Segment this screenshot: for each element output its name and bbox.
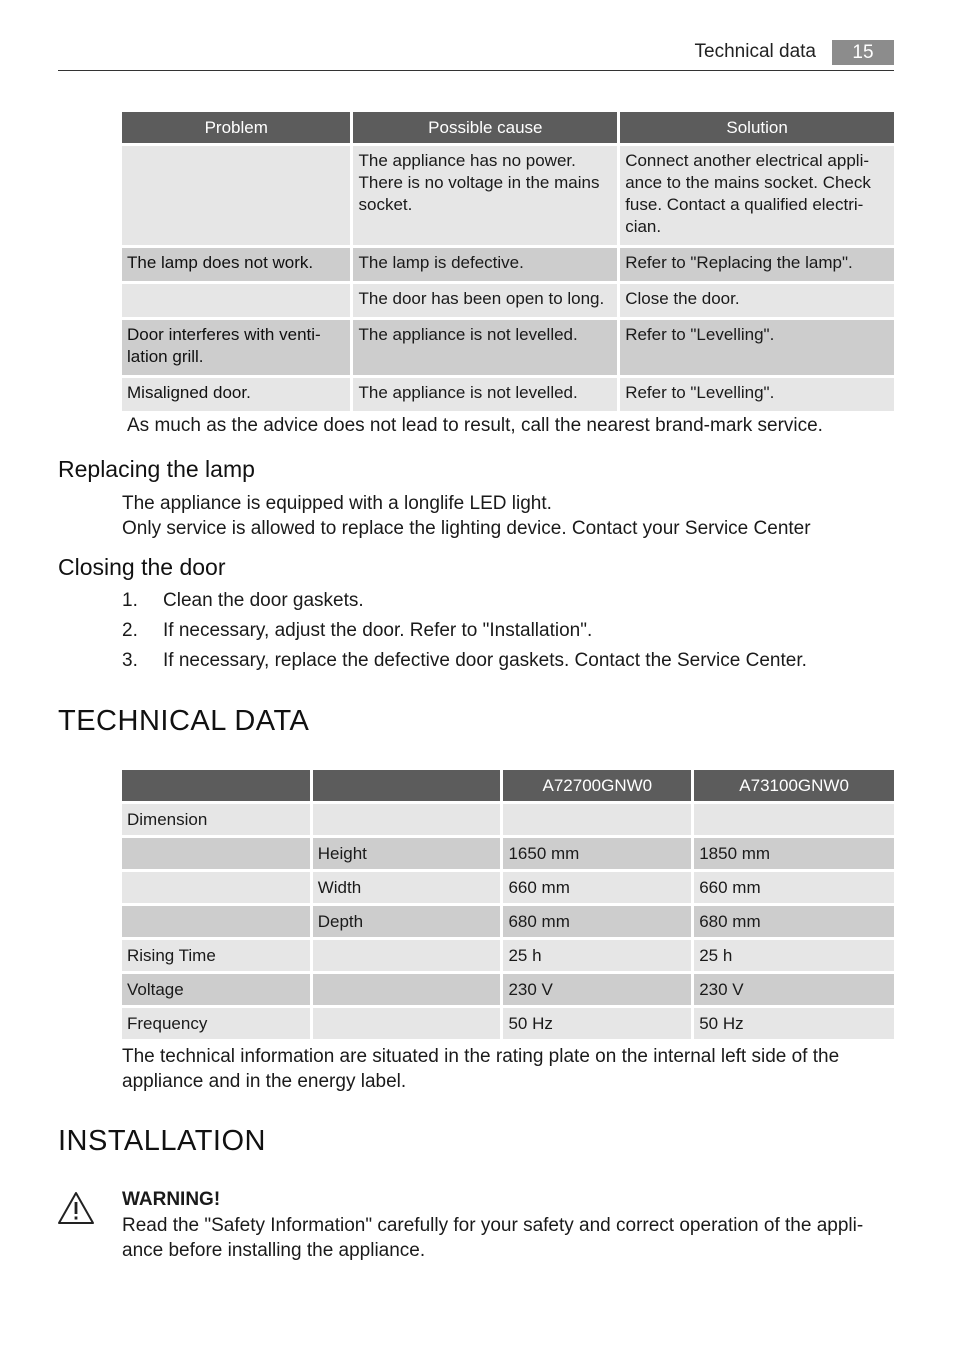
table-row bbox=[122, 804, 894, 835]
step-number: 3. bbox=[122, 650, 138, 671]
section-heading-installation: INSTALLATION bbox=[58, 1125, 266, 1157]
warning-text-line: Read the "Safety Information" carefully for your safety and correct operation of the appli- bbox=[122, 1215, 864, 1236]
table-row bbox=[122, 906, 894, 937]
troubleshooting-table bbox=[119, 109, 897, 414]
step-text: If necessary, replace the defective door gaskets. Contact the Service Center. bbox=[163, 650, 807, 671]
table-cell: Frequency bbox=[122, 1008, 310, 1039]
table-cell bbox=[313, 804, 501, 835]
page-header bbox=[58, 40, 894, 71]
table-cell: 25 h bbox=[694, 940, 894, 971]
table-cell bbox=[313, 974, 501, 1005]
section-heading-technical-data: TECHNICAL DATA bbox=[58, 705, 310, 737]
lamp-text-line: Only service is allowed to replace the lighting device. Contact your Service Center bbox=[122, 518, 811, 539]
solution-cell: Connect another electrical appli-ance to the mains socket. Check fuse. Contact a qualified electri-cian. bbox=[620, 146, 894, 245]
table-row bbox=[122, 872, 894, 903]
table-row bbox=[122, 284, 894, 317]
section-heading-closing-door: Closing the door bbox=[58, 554, 226, 580]
table-cell: 680 mm bbox=[694, 906, 894, 937]
technical-note-line: appliance and in the energy label. bbox=[122, 1071, 407, 1092]
step-text: If necessary, adjust the door. Refer to "Installation". bbox=[163, 620, 593, 641]
table-row bbox=[122, 378, 894, 411]
table-cell: 1850 mm bbox=[694, 838, 894, 869]
col-header-solution: Solution bbox=[620, 112, 894, 143]
table-cell: 1650 mm bbox=[503, 838, 691, 869]
warning-title: WARNING! bbox=[122, 1189, 221, 1210]
step-number: 2. bbox=[122, 620, 138, 641]
section-heading-replacing-lamp: Replacing the lamp bbox=[58, 456, 255, 482]
table-row bbox=[122, 974, 894, 1005]
header-section-title: Technical data bbox=[694, 41, 816, 62]
table-cell: Rising Time bbox=[122, 940, 310, 971]
table-cell bbox=[503, 804, 691, 835]
col-header-blank bbox=[122, 770, 310, 801]
table-cell: 230 V bbox=[694, 974, 894, 1005]
warning-text-line: ance before installing the appliance. bbox=[122, 1240, 426, 1261]
table-cell: Dimension bbox=[122, 804, 310, 835]
table-cell bbox=[694, 804, 894, 835]
lamp-text-line: The appliance is equipped with a longlife LED light. bbox=[122, 493, 552, 514]
solution-cell: Refer to "Levelling". bbox=[620, 320, 894, 375]
table-cell: 25 h bbox=[503, 940, 691, 971]
cause-cell: The lamp is defective. bbox=[353, 248, 617, 281]
table-row bbox=[122, 940, 894, 971]
table-header-row bbox=[122, 112, 894, 143]
solution-cell: Refer to "Replacing the lamp". bbox=[620, 248, 894, 281]
table-cell: 50 Hz bbox=[694, 1008, 894, 1039]
cause-cell: The appliance is not levelled. bbox=[353, 378, 617, 411]
table-cell: 680 mm bbox=[503, 906, 691, 937]
cause-cell: The door has been open to long. bbox=[353, 284, 617, 317]
table-cell: 660 mm bbox=[503, 872, 691, 903]
service-note: As much as the advice does not lead to result, call the nearest brand-mark service. bbox=[127, 415, 823, 436]
step-number: 1. bbox=[122, 590, 138, 611]
table-cell: Width bbox=[313, 872, 501, 903]
table-cell bbox=[122, 906, 310, 937]
col-header-model-2: A73100GNW0 bbox=[694, 770, 894, 801]
table-row bbox=[122, 320, 894, 375]
table-row bbox=[122, 248, 894, 281]
page-number: 15 bbox=[832, 40, 894, 65]
cause-cell: The appliance is not levelled. bbox=[353, 320, 617, 375]
table-cell: Voltage bbox=[122, 974, 310, 1005]
warning-icon bbox=[56, 1190, 96, 1226]
table-cell: 660 mm bbox=[694, 872, 894, 903]
problem-cell bbox=[122, 284, 350, 317]
problem-cell: Misaligned door. bbox=[122, 378, 350, 411]
table-cell bbox=[313, 1008, 501, 1039]
table-row bbox=[122, 1008, 894, 1039]
table-cell: Depth bbox=[313, 906, 501, 937]
cause-cell: The appliance has no power. There is no voltage in the mains socket. bbox=[353, 146, 617, 245]
col-header-cause: Possible cause bbox=[353, 112, 617, 143]
table-cell: 50 Hz bbox=[503, 1008, 691, 1039]
col-header-model-1: A72700GNW0 bbox=[503, 770, 691, 801]
technical-data-table bbox=[119, 767, 897, 1042]
solution-cell: Refer to "Levelling". bbox=[620, 378, 894, 411]
table-cell bbox=[122, 838, 310, 869]
col-header-problem: Problem bbox=[122, 112, 350, 143]
solution-cell: Close the door. bbox=[620, 284, 894, 317]
problem-cell: The lamp does not work. bbox=[122, 248, 350, 281]
table-cell bbox=[313, 940, 501, 971]
table-row bbox=[122, 146, 894, 245]
table-cell: Height bbox=[313, 838, 501, 869]
table-header-row bbox=[122, 770, 894, 801]
step-text: Clean the door gaskets. bbox=[163, 590, 364, 611]
problem-cell bbox=[122, 146, 350, 245]
problem-cell: Door interferes with venti-lation grill. bbox=[122, 320, 350, 375]
table-cell: 230 V bbox=[503, 974, 691, 1005]
table-row bbox=[122, 838, 894, 869]
col-header-blank bbox=[313, 770, 501, 801]
table-cell bbox=[122, 872, 310, 903]
technical-note-line: The technical information are situated in the rating plate on the internal left side of the bbox=[122, 1046, 840, 1067]
